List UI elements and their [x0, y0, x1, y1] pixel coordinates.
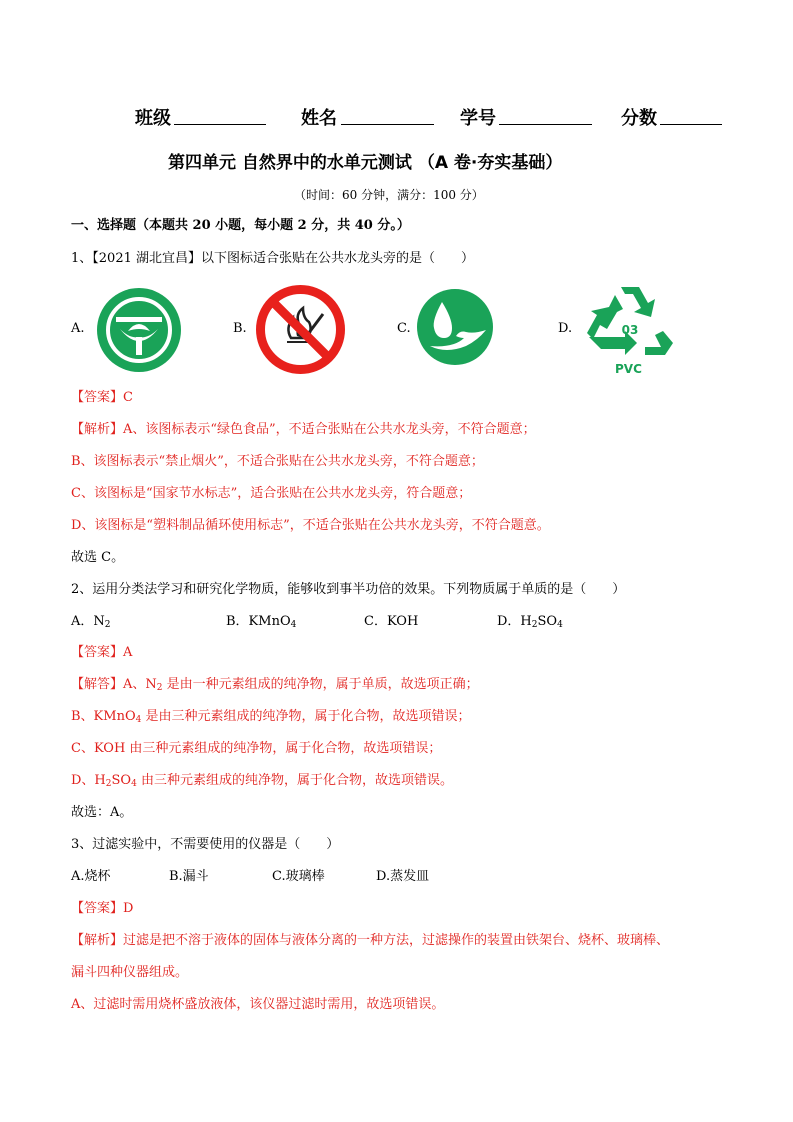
q3-answer: 【答案】D — [71, 901, 134, 916]
q2-answer: 【答案】A — [71, 645, 133, 660]
q1-explanation-line: B、该图标表示“禁止烟火”，不适合张贴在公共水龙头旁，不符合题意； — [71, 454, 484, 469]
section-heading: 一、选择题（本题共 20 小题，每小题 2 分，共 40 分。） — [71, 218, 410, 233]
student-id-label: 学号 — [460, 108, 496, 129]
q1-option-b-label: B. — [233, 321, 247, 336]
recycle-number: 03 — [621, 323, 639, 337]
q3-option-d: D.蒸发皿 — [376, 869, 430, 884]
q3-option-a: A.烧杯 — [71, 869, 111, 884]
q3-stem: 3、过滤实验中，不需要使用的仪器是（ ） — [71, 837, 340, 852]
name-label: 姓名 — [301, 108, 337, 129]
no-fire-icon — [255, 284, 346, 375]
water-saving-icon — [416, 288, 494, 366]
student-id-blank — [499, 124, 592, 125]
q1-conclusion: 故选 C。 — [71, 550, 125, 565]
q1-option-d-label: D. — [558, 321, 573, 336]
q1-explanation-line: C、该图标是“国家节水标志”，适合张贴在公共水龙头旁，符合题意； — [71, 486, 472, 501]
q2-explanation-b: B、KMnO$_4$ 是由三种元素组成的纯净物，属于化合物，故选项错误； — [71, 709, 471, 725]
recycle-label: PVC — [615, 362, 642, 376]
q2-option-b: B．KMnO$_4$ — [226, 614, 297, 630]
q1-option-c-label: C. — [397, 321, 411, 336]
q3-explanation-line: 【解析】过滤是把不溶于液体的固体与液体分离的一种方法，过滤操作的装置由铁架台、烧杯、玻璃棒、 — [71, 933, 670, 948]
q3-explanation-line: 漏斗四种仪器组成。 — [71, 965, 189, 980]
q2-option-d: D．$H_2SO_4$ — [497, 614, 563, 630]
q3-option-b: B.漏斗 — [169, 869, 209, 884]
q1-explanation-line: D、该图标是“塑料制品循环使用标志”，不适合张贴在公共水龙头旁，不符合题意。 — [71, 518, 550, 533]
q2-option-c: C．KOH — [364, 614, 419, 629]
q2-option-a: A．$N_2$ — [71, 614, 111, 630]
page-subtitle: （时间：60 分钟，满分：100 分） — [294, 188, 484, 202]
q2-explanation-c: C、KOH 由三种元素组成的纯净物，属于化合物，故选项错误； — [71, 741, 442, 756]
q3-explanation-a: A、过滤时需用烧杯盛放液体，该仪器过滤时需用，故选项错误。 — [71, 997, 445, 1012]
q2-conclusion: 故选：A。 — [71, 805, 133, 820]
q2-explanation-a: 【解答】A、$N_2$ 是由一种元素组成的纯净物，属于单质，故选项正确； — [71, 677, 479, 693]
recycle-icon — [585, 281, 675, 357]
class-label: 班级 — [135, 108, 171, 129]
q2-explanation-d: D、$H_2SO_4$ 由三种元素组成的纯净物，属于化合物，故选项错误。 — [71, 773, 453, 789]
q1-answer: 【答案】C — [71, 390, 133, 405]
q1-explanation-line: 【解析】A、该图标表示“绿色食品”，不适合张贴在公共水龙头旁，不符合题意； — [71, 422, 536, 437]
score-label: 分数 — [621, 108, 657, 129]
score-blank — [660, 124, 722, 125]
green-food-icon — [96, 287, 182, 373]
q3-option-c: C.玻璃棒 — [272, 869, 325, 884]
page-title: 第四单元 自然界中的水单元测试 （A 卷·夯实基础） — [168, 153, 563, 173]
class-blank — [174, 124, 266, 125]
name-blank — [341, 124, 434, 125]
q1-stem: 1、【2021 湖北宜昌】以下图标适合张贴在公共水龙头旁的是（ ） — [71, 251, 474, 266]
q1-option-a-label: A. — [71, 321, 85, 336]
q2-stem: 2、运用分类法学习和研究化学物质，能够收到事半功倍的效果。下列物质属于单质的是（ ） — [71, 582, 626, 597]
